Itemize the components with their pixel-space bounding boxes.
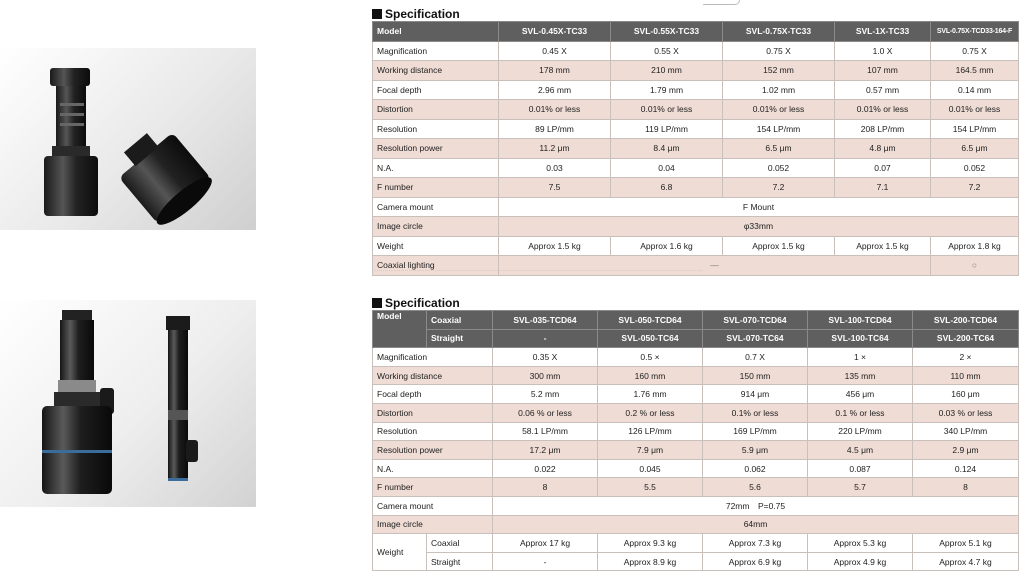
table-cell: 107 mm [835, 61, 931, 81]
header-cell: SVL-0.75X-TCD33-164-F [931, 22, 1019, 42]
table-cell: 0.55 X [611, 41, 723, 61]
row-label: Camera mount [373, 496, 493, 515]
row-label: Distortion [373, 100, 499, 120]
table-cell: 1.02 mm [723, 80, 835, 100]
title-square-icon [372, 298, 382, 308]
table-cell: 1.79 mm [611, 80, 723, 100]
header-cell: SVL-035-TCD64 [493, 311, 598, 330]
table-cell: 0.1 % or less [808, 403, 913, 422]
lens-illustration [0, 48, 256, 230]
table-cell: 300 mm [493, 366, 598, 385]
table-cell: 0.06 % or less [493, 403, 598, 422]
header-cell: SVL-200-TC64 [913, 329, 1019, 348]
product-photo-tc33-lenses [0, 48, 256, 230]
table-cell: 8 [493, 478, 598, 497]
table-cell: 0.75 X [931, 41, 1019, 61]
row-label: Weight [373, 534, 427, 571]
table-cell: Approx 9.3 kg [598, 534, 703, 553]
row-label: N.A. [373, 158, 499, 178]
row-label: F number [373, 478, 493, 497]
table-cell: 0.57 mm [835, 80, 931, 100]
table-cell: 0.07 [835, 158, 931, 178]
table-row [373, 496, 1019, 515]
table-cell: 7.1 [835, 178, 931, 198]
row-sublabel: Coaxial [427, 534, 493, 553]
table-header-row [373, 329, 1019, 348]
table-cell: 456 μm [808, 385, 913, 404]
row-label: Resolution power [373, 441, 493, 460]
row-label: Resolution [373, 119, 499, 139]
circle-mark-cell: ○ [931, 256, 1019, 276]
header-cell: SVL-0.45X-TC33 [499, 22, 611, 42]
header-cell: SVL-0.75X-TC33 [723, 22, 835, 42]
spec-table-tc33 [372, 21, 1019, 276]
table-cell: 0.35 X [493, 348, 598, 367]
table-row [373, 158, 1019, 178]
table-cell: 0.124 [913, 459, 1019, 478]
table-cell: 160 mm [598, 366, 703, 385]
table-cell: 0.1% or less [703, 403, 808, 422]
table-cell: 0.052 [931, 158, 1019, 178]
table-cell: 89 LP/mm [499, 119, 611, 139]
table-cell: Approx 17 kg [493, 534, 598, 553]
table-cell: 4.5 μm [808, 441, 913, 460]
table-cell: Approx 1.5 kg [723, 236, 835, 256]
row-label: Magnification [373, 41, 499, 61]
table-cell: 6.8 [611, 178, 723, 198]
section-title-specification [372, 296, 460, 310]
table-cell: 0.062 [703, 459, 808, 478]
table-cell: 154 LP/mm [931, 119, 1019, 139]
table-cell: 0.2 % or less [598, 403, 703, 422]
section-title-text: Specification [385, 7, 460, 21]
table-cell: 8.4 μm [611, 139, 723, 159]
table-cell: 58.1 LP/mm [493, 422, 598, 441]
row-label: Weight [373, 236, 499, 256]
table-cell: 208 LP/mm [835, 119, 931, 139]
table-cell: Approx 5.3 kg [808, 534, 913, 553]
row-label: Focal depth [373, 80, 499, 100]
table-row [373, 478, 1019, 497]
row-label: Image circle [373, 217, 499, 237]
section-title-text: Specification [385, 296, 460, 310]
table-cell: Approx 1.5 kg [499, 236, 611, 256]
table-header-row [373, 22, 1019, 42]
table-cell: 160 μm [913, 385, 1019, 404]
table-cell: 5.7 [808, 478, 913, 497]
table-cell: Approx 1.5 kg [835, 236, 931, 256]
table-cell: 7.2 [723, 178, 835, 198]
table-row [373, 515, 1019, 534]
table-cell: 0.01% or less [931, 100, 1019, 120]
table-cell: 8 [913, 478, 1019, 497]
table-cell: 340 LP/mm [913, 422, 1019, 441]
table-row [373, 119, 1019, 139]
row-label: Camera mount [373, 197, 499, 217]
table-cell: 17.2 μm [493, 441, 598, 460]
cropped-graphic [703, 0, 740, 5]
table-cell: 11.2 μm [499, 139, 611, 159]
table-cell: 5.5 [598, 478, 703, 497]
table-row [373, 100, 1019, 120]
table-row [373, 197, 1019, 217]
table-cell: 210 mm [611, 61, 723, 81]
table-cell: 7.5 [499, 178, 611, 198]
table-cell: 169 LP/mm [703, 422, 808, 441]
table-cell: 0.5 × [598, 348, 703, 367]
header-cell: SVL-200-TCD64 [913, 311, 1019, 330]
table-cell: - [493, 552, 598, 571]
header-cell: SVL-070-TCD64 [703, 311, 808, 330]
table-cell: 0.75 X [723, 41, 835, 61]
table-cell: 0.01% or less [835, 100, 931, 120]
table-cell: 0.045 [598, 459, 703, 478]
header-cell: - [493, 329, 598, 348]
row-label: Distortion [373, 403, 493, 422]
table-cell: 2 × [913, 348, 1019, 367]
table-cell: Approx 4.7 kg [913, 552, 1019, 571]
table-cell: Approx 4.9 kg [808, 552, 913, 571]
table-row [373, 178, 1019, 198]
table-cell: 5.6 [703, 478, 808, 497]
table-row [373, 422, 1019, 441]
table-row [373, 61, 1019, 81]
table-row [373, 403, 1019, 422]
table-cell: 5.9 μm [703, 441, 808, 460]
table-cell: 0.45 X [499, 41, 611, 61]
table-cell: 0.7 X [703, 348, 808, 367]
header-cell: SVL-0.55X-TC33 [611, 22, 723, 42]
table-cell: 0.03 % or less [913, 403, 1019, 422]
table-cell: 7.2 [931, 178, 1019, 198]
table-cell: 4.8 μm [835, 139, 931, 159]
table-row [373, 41, 1019, 61]
table-row [373, 80, 1019, 100]
footnote-line [372, 270, 702, 273]
header-cell: Coaxial [427, 311, 493, 330]
table-cell: Approx 6.9 kg [703, 552, 808, 571]
row-label: F number [373, 178, 499, 198]
merged-cell: 64mm [493, 515, 1019, 534]
row-label: Image circle [373, 515, 493, 534]
merged-cell: 72mm P=0.75 [493, 496, 1019, 515]
table-cell: 0.052 [723, 158, 835, 178]
row-label: Resolution [373, 422, 493, 441]
table-cell: Approx 5.1 kg [913, 534, 1019, 553]
table-row [373, 385, 1019, 404]
table-cell: 0.087 [808, 459, 913, 478]
header-cell: Straight [427, 329, 493, 348]
table-cell: 1.76 mm [598, 385, 703, 404]
table-cell: 1 × [808, 348, 913, 367]
table-cell: Approx 7.3 kg [703, 534, 808, 553]
table-row [373, 236, 1019, 256]
table-cell: 110 mm [913, 366, 1019, 385]
table-row [373, 459, 1019, 478]
table-cell: 135 mm [808, 366, 913, 385]
table-cell: Approx 1.6 kg [611, 236, 723, 256]
row-label: N.A. [373, 459, 493, 478]
merged-cell: φ33mm [499, 217, 1019, 237]
table-cell: 5.2 mm [493, 385, 598, 404]
table-cell: Approx 8.9 kg [598, 552, 703, 571]
table-cell: 126 LP/mm [598, 422, 703, 441]
table-cell: 164.5 mm [931, 61, 1019, 81]
table-cell: 0.03 [499, 158, 611, 178]
table-row [373, 366, 1019, 385]
lens-illustration [0, 300, 256, 507]
table-cell: 0.14 mm [931, 80, 1019, 100]
merged-cell: — [499, 256, 931, 276]
header-cell: Model [373, 22, 499, 42]
table-cell: 152 mm [723, 61, 835, 81]
table-cell: 7.9 μm [598, 441, 703, 460]
merged-cell: F Mount [499, 197, 1019, 217]
row-label: Magnification [373, 348, 493, 367]
row-label: Resolution power [373, 139, 499, 159]
table-row [373, 441, 1019, 460]
row-label: Working distance [373, 61, 499, 81]
header-cell: SVL-1X-TC33 [835, 22, 931, 42]
spec-table-tcd64 [372, 310, 1019, 571]
header-cell: Model [373, 311, 427, 348]
title-square-icon [372, 9, 382, 19]
row-label: Working distance [373, 366, 493, 385]
table-cell: 6.5 μm [723, 139, 835, 159]
header-cell: SVL-050-TC64 [598, 329, 703, 348]
table-cell: Approx 1.8 kg [931, 236, 1019, 256]
table-cell: 119 LP/mm [611, 119, 723, 139]
table-cell: 220 LP/mm [808, 422, 913, 441]
table-cell: 6.5 μm [931, 139, 1019, 159]
table-row [373, 217, 1019, 237]
table-cell: 0.01% or less [723, 100, 835, 120]
table-cell: 0.01% or less [499, 100, 611, 120]
header-cell: SVL-100-TC64 [808, 329, 913, 348]
table-cell: 150 mm [703, 366, 808, 385]
header-cell: SVL-100-TCD64 [808, 311, 913, 330]
table-row [373, 139, 1019, 159]
row-sublabel: Straight [427, 552, 493, 571]
product-photo-tcd64-lenses [0, 300, 256, 507]
table-cell: 2.96 mm [499, 80, 611, 100]
row-label: Coaxial lighting [373, 256, 499, 276]
header-cell: SVL-070-TC64 [703, 329, 808, 348]
table-cell: 914 μm [703, 385, 808, 404]
table-cell: 0.022 [493, 459, 598, 478]
table-header-row [373, 311, 1019, 330]
table-row [373, 534, 1019, 553]
section-title-specification [372, 7, 460, 21]
header-cell: SVL-050-TCD64 [598, 311, 703, 330]
table-cell: 1.0 X [835, 41, 931, 61]
table-row [373, 348, 1019, 367]
table-cell: 2.9 μm [913, 441, 1019, 460]
table-row [373, 552, 1019, 571]
table-cell: 0.04 [611, 158, 723, 178]
table-cell: 0.01% or less [611, 100, 723, 120]
table-cell: 178 mm [499, 61, 611, 81]
table-cell: 154 LP/mm [723, 119, 835, 139]
row-label: Focal depth [373, 385, 493, 404]
